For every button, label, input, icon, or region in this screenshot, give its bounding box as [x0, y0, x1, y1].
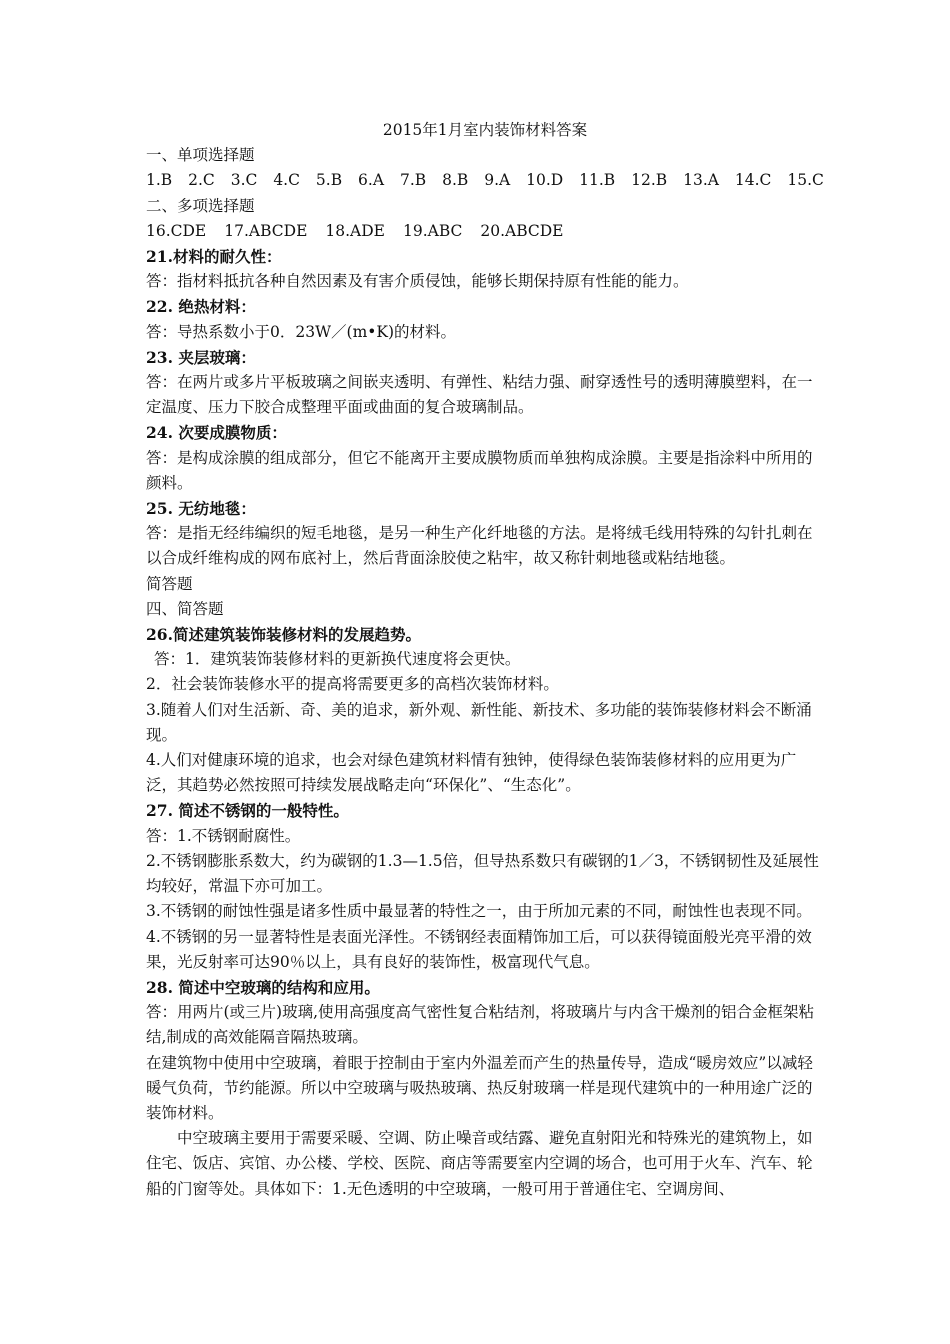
answer-item: 4.C [273, 171, 300, 190]
question-26-title: 26.简述建筑装饰装修材料的发展趋势。 [146, 625, 421, 645]
answer-item: 16.CDE [146, 221, 207, 240]
answer-item: 3.C [230, 171, 258, 190]
question-24-title: 24. 次要成膜物质： [146, 423, 287, 443]
answer-item: 12.B [631, 171, 668, 190]
answer-item: 8.B [442, 171, 469, 190]
answer-item: 7.B [399, 171, 427, 190]
single-choice-answers [146, 168, 824, 193]
question-23-answer: 答：在两片或多片平板玻璃之间嵌夹透明、有弹性、粘结力强、耐穿透性号的透明薄膜塑料，在一定温度、压力下胶合成整理平面或曲面的复合玻璃制品。 [146, 373, 813, 417]
question-27-answer-line: 答：1.不锈钢耐腐性。 [146, 826, 301, 845]
answer-item: 1.B [146, 171, 173, 190]
answer-item: 14.C [734, 171, 772, 190]
section-multi-choice-heading: 二、多项选择题 [146, 196, 255, 215]
answer-item: 15.C [787, 171, 824, 190]
question-26-answer-line: 2．社会装饰装修水平的提高将需要更多的高档次装饰材料。 [146, 675, 559, 694]
answer-item: 13.A [683, 171, 719, 190]
question-27-answer-line: 4.不锈钢的另一显著特性是表面光泽性。不锈钢经表面精饰加工后，可以获得镜面般光亮平滑的效果，光反射率可达90％以上，具有良好的装饰性，极富现代气息。 [146, 927, 812, 971]
answer-item: 6.A [358, 171, 385, 190]
answer-item: 10.D [526, 171, 564, 190]
answer-item: 9.A [484, 171, 511, 190]
question-28-paragraph: 中空玻璃主要用于需要采暖、空调、防止噪音或结露、避免直射阳光和特殊光的建筑物上，如住宅、饭店、宾馆、办公楼、学校、医院、商店等需要室内空调的场合，也可用于火车、汽车、轮船的门窗等处。具体如下：1.无色透明的中空玻璃，一般可用于普通住宅、空调房间、 [146, 1129, 813, 1198]
answer-item: 11.B [579, 171, 616, 190]
question-21-answer: 答：指材料抵抗各种自然因素及有害介质侵蚀，能够长期保持原有性能的能力。 [146, 272, 689, 291]
document-body [146, 118, 824, 1202]
document-title: 2015年1月室内装饰材料答案 [382, 121, 588, 139]
question-22-answer: 答：导热系数小于0．23W／(m•K)的材料。 [146, 322, 457, 341]
question-28-answer-line: 在建筑物中使用中空玻璃，着眼于控制由于室内外温差而产生的热量传导，造成“暖房效应”以减轻暖气负荷，节约能源。所以中空玻璃与吸热玻璃、热反射玻璃一样是现代建筑中的一种用途广泛的装饰材料。 [146, 1053, 813, 1122]
question-26-answer-line: 3.随着人们对生活新、奇、美的追求，新外观、新性能、新技术、多功能的装饰装修材料会不断涌现。 [146, 700, 812, 744]
question-25-title: 25. 无纺地毯： [146, 499, 256, 519]
section-short-answer-heading: 四、简答题 [146, 599, 224, 618]
question-27-answer-line: 3.不锈钢的耐蚀性强是诸多性质中最显著的特性之一，由于所加元素的不同，耐蚀性也表现不同。 [146, 902, 812, 921]
answer-item: 5.B [315, 171, 343, 190]
section-single-choice-heading: 一、单项选择题 [146, 146, 255, 165]
simple-question-label: 简答题 [146, 574, 193, 593]
answer-item: 20.ABCDE [480, 221, 564, 240]
question-24-answer: 答：是构成涂膜的组成部分，但它不能离开主要成膜物质而单独构成涂膜。主要是指涂料中所用的颜料。 [146, 448, 813, 492]
multi-choice-answers [146, 219, 824, 244]
question-22-title: 22. 绝热材料： [146, 297, 256, 317]
question-21-title: 21.材料的耐久性： [146, 247, 282, 267]
answer-item: 2.C [188, 171, 215, 190]
question-26-answer-line: 答：1．建筑装饰装修材料的更新换代速度将会更快。 [154, 650, 521, 669]
question-28-title: 28. 简述中空玻璃的结构和应用。 [146, 977, 380, 997]
answer-item: 19.ABC [402, 221, 463, 240]
answer-item: 18.ADE [325, 221, 385, 240]
question-27-answer-line: 2.不锈钢膨胀系数大，约为碳钢的1.3—1.5倍，但导热系数只有碳钢的1／3，不锈钢韧性及延展性均较好，常温下亦可加工。 [146, 851, 819, 896]
question-26-answer-line: 4.人们对健康环境的追求，也会对绿色建筑材料情有独钟，使得绿色装饰装修材料的应用更为广泛，其趋势必然按照可持续发展战略走向“环保化”、“生态化”。 [146, 751, 797, 795]
question-27-title: 27. 简述不锈钢的一般特性。 [146, 801, 349, 821]
question-28-answer-line: 答：用两片(或三片)玻璃,使用高强度高气密性复合粘结剂，将玻璃片与内含干燥剂的铝合金框架粘结,制成的高效能隔音隔热玻璃。 [146, 1003, 815, 1047]
question-23-title: 23. 夹层玻璃： [146, 347, 256, 367]
answer-item: 17.ABCDE [224, 221, 308, 240]
question-25-answer: 答：是指无经纬编织的短毛地毯，是另一种生产化纤地毯的方法。是将绒毛线用特殊的勾针扎刺在以合成纤维构成的网布底衬上，然后背面涂胶使之粘牢，故又称针刺地毯或粘结地毯。 [146, 524, 813, 568]
